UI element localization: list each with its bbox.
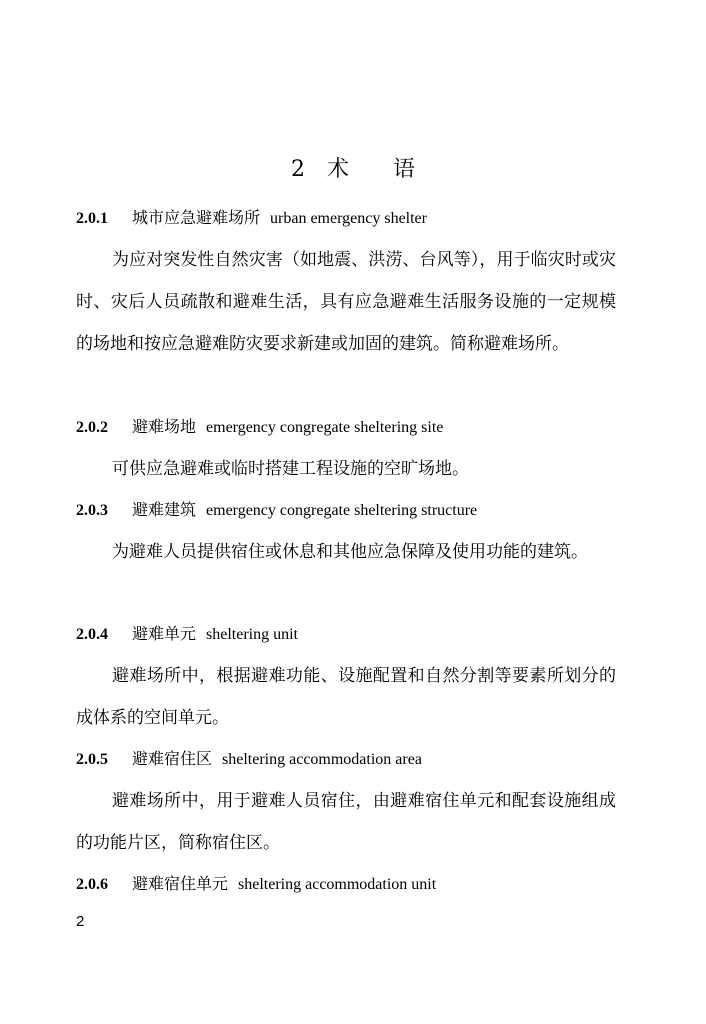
term-definition: 为避难人员提供宿住或休息和其他应急保障及使用功能的建筑。 <box>112 542 588 562</box>
term-english: emergency congregate sheltering site <box>206 419 444 436</box>
term-chinese: 避难单元 <box>132 624 197 643</box>
term-english: sheltering accommodation unit <box>238 876 437 893</box>
term-heading <box>76 872 436 897</box>
term-number: 2.0.4 <box>76 626 108 643</box>
term-definition: 避难场所中，根据避难功能、设施配置和自然分割等要素所划分的成体系的空间单元。 <box>76 666 616 728</box>
term-heading <box>76 498 477 523</box>
term-chinese: 避难建筑 <box>132 500 197 519</box>
term-english: sheltering unit <box>206 626 298 643</box>
term-number: 2.0.6 <box>76 876 108 893</box>
chapter-title: 2 术 语 <box>291 157 415 182</box>
term-heading <box>76 415 443 440</box>
term-definition: 避难场所中，用于避难人员宿住，由避难宿住单元和配套设施组成的功能片区，简称宿住区。 <box>76 791 616 853</box>
term-number: 2.0.1 <box>76 210 108 227</box>
term-number: 2.0.2 <box>76 419 108 436</box>
page-number: 2 <box>76 913 85 930</box>
term-chinese: 城市应急避难场所 <box>132 208 261 227</box>
term-heading <box>76 747 422 772</box>
term-chinese: 避难宿住区 <box>132 749 213 768</box>
term-definition: 为应对突发性自然灾害（如地震、洪涝、台风等），用于临灾时或灾时、灾后人员疏散和避难生活，具有应急避难生活服务设施的一定规模的场地和按应急避难防灾要求新建或加固的建筑。简称避难场所。 <box>76 250 616 354</box>
term-definition: 可供应急避难或临时搭建工程设施的空旷场地。 <box>112 459 469 479</box>
term-number: 2.0.3 <box>76 502 108 519</box>
term-chinese: 避难场地 <box>132 417 197 436</box>
term-heading <box>76 622 298 647</box>
term-number: 2.0.5 <box>76 751 108 768</box>
term-english: urban emergency shelter <box>270 210 427 227</box>
term-english: emergency congregate sheltering structure <box>206 502 478 519</box>
term-chinese: 避难宿住单元 <box>132 874 229 893</box>
term-heading <box>76 206 427 231</box>
term-english: sheltering accommodation area <box>222 751 422 768</box>
